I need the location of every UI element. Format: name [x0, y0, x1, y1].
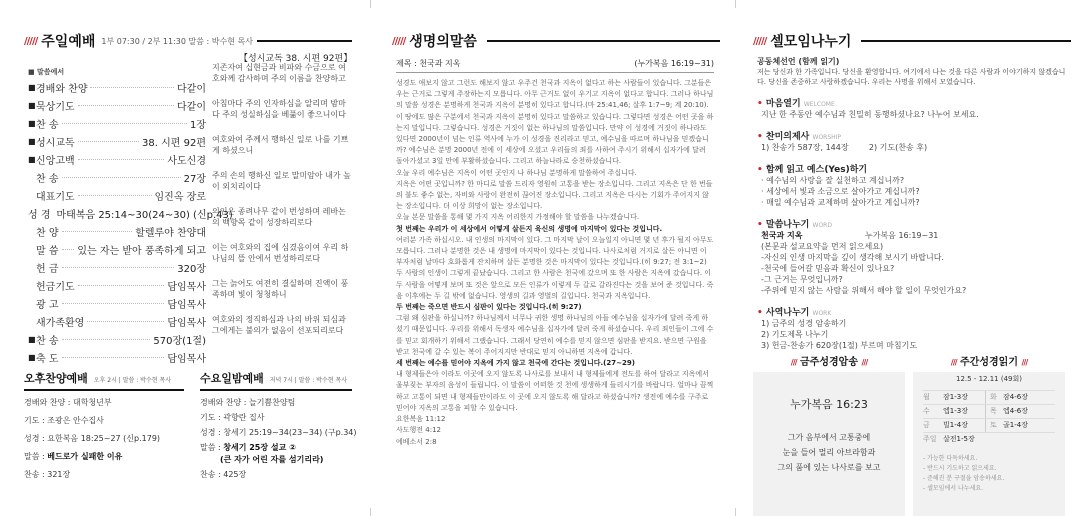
- word-line: -그 근거는 무엇입니까?: [761, 275, 843, 284]
- sermon-subject: 제목 : 천국과 지옥: [396, 59, 461, 68]
- order-bullet: ■: [28, 100, 36, 110]
- order-row: [28, 314, 206, 328]
- afternoon-sermon: 베드로가 실패한 이유: [47, 452, 123, 461]
- work-line: 3) 헌금-찬송가 620장(1절) 부르며 마침기도: [761, 341, 918, 350]
- worship-times: 1부 07:30 / 2부 11:30 말씀 : 박수현 목사: [101, 36, 253, 46]
- order-value: 1장: [189, 119, 206, 131]
- wednesday-service: [200, 370, 357, 481]
- reading-verse: 의인은 종려나무 같이 번성하며 레바논의 백향목 같이 성장하리로다: [212, 207, 346, 227]
- order-row: [28, 80, 206, 94]
- sermon-body: [396, 78, 714, 514]
- order-leader: [62, 303, 165, 304]
- wednesday-sub: 저녁 7시 | 말씀 : 박수현 목사: [269, 377, 348, 384]
- order-label: 축 도: [36, 353, 59, 365]
- order-leader: [62, 339, 151, 340]
- yes-line: · 예수님의 사랑을 잘 실천하고 계십니까?: [761, 176, 905, 185]
- afternoon-service: [24, 370, 184, 481]
- reading-day: 화: [985, 391, 1003, 404]
- wednesday-hymn: 찬송 : 425장: [200, 470, 247, 479]
- order-bullet: ■: [28, 352, 36, 362]
- worship-sec-eng: WORSHIP: [812, 134, 842, 141]
- header-rule: [487, 40, 720, 42]
- order-row: [28, 170, 206, 184]
- sermon-paragraph: 그럼 왜 심판을 하실니까? 하나님께서 너무나 귀한 생명 하나님의 아들 예수님을 십자가에 달려 죽게 하셨기 때문입니다. 우리를 위해서 독생자 예수님을 십자가에 달려 죽게 하셨습니다. 우리 죄인들이 그에 수를 믿고 회개하기 위해서 그랬습니다. 그래서 당연히 예수를 믿지 않으면 심판을 받지요. 받으면 구원을 받고 천국에 갈 수 있는 복이 주어지지만 반대로 믿지 아니하면 지옥에 갑니다.: [396, 314, 714, 356]
- reading-verse: 이는 여호와의 집에 심겼음이여 우리 하나님의 뜰 안에서 번성하리로다: [212, 243, 349, 263]
- sermon-point: 세 번째는 예수를 믿어야 지옥에 가지 않고 천국에 간다는 것입니다.(27~29): [396, 359, 635, 368]
- order-row: [28, 206, 233, 221]
- reading-box: [913, 372, 1065, 516]
- wednesday-line: 경배와 찬양 : 늘기쁨찬양팀: [200, 398, 296, 407]
- hymn-box: 【성시교독 38. 시편 92편】: [239, 54, 353, 64]
- order-value: 할렐루야 찬양대: [135, 227, 206, 239]
- work-line: 1) 금주의 성경 암송하기: [761, 319, 847, 328]
- order-bullet: ■: [28, 118, 36, 128]
- order-leader: [78, 141, 139, 142]
- order-leader: [62, 357, 165, 358]
- section-heading: • 찬미의제사 WORSHIP: [757, 132, 842, 142]
- word-line: -자신의 인생 마지막을 깊이 생각해 보시기 바랍니다.: [761, 253, 944, 262]
- reading-passage: 빌1-4장: [943, 421, 968, 429]
- sermon-paragraph: 지옥은 어떤 곳입니까? 한 마디로 말씀 드리자 영원히 고통을 받는 장소입니다. 그리고 지옥은 단 한 번들의 불도 좋수 없는, 자비와 사랑이 완전히 끊어진 장소입니다. 그리고 지옥은 다시는 기회가 주어지지 않는 장소입니다. 더 이상 희망이 없는 장소입니다.: [396, 179, 713, 211]
- afternoon-sub: 오후 2시 | 말씀 : 박수현 목사: [93, 377, 172, 384]
- word-line: -천국에 들어갈 믿음과 확신이 있나요?: [761, 264, 895, 273]
- order-leader: [62, 123, 187, 124]
- reading-row: [923, 404, 1055, 418]
- order-label: 찬 송: [36, 335, 59, 347]
- reading-passage: 잠4-6장: [1003, 393, 1028, 401]
- word-line: (본문과 설교요약을 먼저 읽으세요): [761, 242, 884, 251]
- sermon-paragraph: 성경도 애보지 않고 그런도 해보지 않고 우주건 천국과 지옥이 없다고 하는 사람들이 있습니다. 그분들은 우는 근거로 그렇게 주장하는지 모릅니다. 아무 근거도 없이 우기고 지옥이 없다고 합니다. 그러나 하나님의 말씀 성경은 분명하게 천국과 지옥이 분명히 있다고 합니다.(마 25:41,46; 살후 1:7~9; 계 20:10). 이 땅에도 많은 구분에서 천국과 지옥이 분명히 있다고 말씀하고 있습니다. 그렇다면 성경은 어떤 곳을 하는지 말입니다. 그렇습니다. 성경은 거짓이 없는 하나님의 말씀입니다. 만약 이 성경에 거짓이 하나라도 있다면 2000년이 넘는 인류 역사에 누가 이 성경을 진리라고 믿고, 예수님을 따르며 하나님을 믿겠습니까? 예수님은 분명 2000년 전에 이 세상에 오셨고 우리들의 죄를 사하여 주시기 위해서 십자가에 달려 돌아가셨고 3일 만에 부활하셨습니다. 그리고 하늘나라로 승천하셨습니다.: [396, 79, 714, 166]
- sermon-ref-line: 사도행전 4:12: [396, 426, 441, 435]
- order-label: 대표기도: [36, 191, 75, 203]
- order-row: [28, 188, 206, 202]
- sermon-ref-line: 에베소서 2:8: [396, 437, 437, 446]
- reading-passage: 엡1-3장: [943, 407, 968, 415]
- sermon-point: 두 번째는 죽으면 반드시 심판이 있다는 것입니다.(히 9:27): [396, 303, 582, 312]
- afternoon-line: 경배와 찬양 : 대학청년부: [24, 398, 112, 407]
- reading-day: 토: [985, 419, 1003, 432]
- reading-row: [923, 432, 1055, 446]
- header-stripes-icon: /////: [753, 35, 767, 47]
- order-row: [28, 278, 206, 292]
- order-bullet: ■: [28, 334, 36, 344]
- worship-sec-line: 1) 찬송가 587장, 144장 2) 기도(찬송 후): [761, 143, 928, 152]
- cell-header: [753, 32, 1071, 50]
- order-row: [28, 224, 206, 238]
- reading-row: [923, 390, 1055, 404]
- welcome-title: 마음열기: [765, 99, 801, 109]
- memory-title: 금주성경암송: [800, 357, 858, 368]
- worship-panel: [24, 0, 357, 516]
- order-row: [28, 116, 206, 130]
- reading-heading: /// 주간성경읽기 ///: [950, 357, 1028, 368]
- order-label: 새가족환영: [36, 317, 85, 329]
- order-label: 신앙고백: [36, 155, 75, 167]
- order-row: [28, 332, 206, 346]
- memory-verse: [753, 353, 905, 516]
- order-value: 있는 자는 받아 풍족하게 되고: [77, 245, 206, 257]
- memory-line: 그의 품에 있는 나사로를 보고: [777, 463, 881, 472]
- order-leader: [62, 267, 175, 268]
- reading-note: - 준해진 분 구절을 암송하세요.: [923, 475, 1005, 482]
- order-value: 570장(1절): [153, 335, 206, 347]
- reading-verse: 그는 늙어도 여전히 결실하며 진액이 풍족하며 빛이 청청하니: [212, 279, 349, 299]
- wednesday-title: 수요일밤예배: [200, 372, 264, 385]
- sermon-title: 생명의말씀: [409, 34, 477, 50]
- header-stripes-icon: /////: [24, 35, 38, 47]
- subject-rule: [396, 72, 714, 73]
- work-eng: WORK: [812, 310, 832, 317]
- wednesday-rule: [200, 389, 352, 391]
- wednesday-sermon-label: 말씀 :: [200, 443, 224, 452]
- reading-day: 월: [923, 393, 930, 401]
- afternoon-sermon-label: 말씀 :: [24, 452, 48, 461]
- cell-guide: [757, 56, 1069, 351]
- yes-title: 함께 읽고 예스(Yes)하기: [765, 165, 868, 175]
- word-head-row: [757, 230, 1069, 241]
- header-rule: [257, 40, 352, 42]
- reading-verse: 아침마다 주의 인자하심을 알리며 밤마다 주의 성실하심을 베풂이 좋으니이다: [212, 99, 346, 119]
- opening-label: ■ 말씀에서: [28, 68, 65, 76]
- order-leader: [87, 321, 164, 322]
- memory-heading: /// 금주성경암송 ///: [790, 357, 868, 368]
- reading-note: - 셀모임에서 나누세요.: [923, 485, 984, 492]
- order-value: 담임목사: [167, 317, 206, 329]
- order-row: [28, 296, 206, 310]
- wednesday-sermon-sub: (큰 자가 어린 자를 섬기리라): [220, 455, 324, 464]
- reading-verse: 여호와의 정직하심과 나의 바위 되심과 그에게는 불의가 없음이 선포되리로다: [212, 315, 346, 335]
- afternoon-line: 성경 : 요한복음 18:25~27 (신p.179): [24, 434, 161, 443]
- order-value: 27장: [183, 173, 206, 185]
- declaration-text: 저는 당신과 한 가족입니다. 당신을 환영합니다. 여기에서 나는 것을 다른 사람과 이야기하지 않겠습니다. 당신을 존중하고 사랑하겠습니다. 우리는 사명을 위해서 모였습니다.: [757, 68, 1066, 86]
- welcome-eng: WELCOME: [803, 101, 835, 108]
- reading-passage: 살전1-5장: [943, 435, 975, 443]
- reading-title: 주간성경읽기: [960, 357, 1018, 368]
- worship-title: 주일예배: [41, 34, 96, 50]
- order-bullet: ■: [28, 154, 36, 164]
- declaration-head: 공동체선언 (함께 읽기): [757, 57, 840, 66]
- sermon-panel: [392, 0, 720, 516]
- sermon-header: [392, 32, 720, 50]
- section-heading: • 마음열기 WELCOME: [757, 99, 835, 109]
- sermon-point: 첫 번째는 우리가 이 세상에서 어떻게 살든지 육신의 생명에 마지막이 있다는 것입니다.: [396, 224, 663, 233]
- section-heading: • 말씀나누기 WORD: [757, 220, 832, 230]
- order-label: 광 고: [36, 299, 59, 311]
- order-bullet: ■: [28, 136, 36, 146]
- work-title: 사역나누기: [765, 308, 810, 318]
- order-leader: [62, 177, 181, 178]
- order-label: 성 경: [28, 209, 51, 221]
- order-label: 헌금기도: [36, 281, 75, 293]
- order-value: 임진옥 장로: [154, 191, 206, 203]
- order-label: 경배와 찬양: [36, 83, 88, 95]
- worship-header: [24, 32, 352, 50]
- order-value: 마태복음 25:14~30(24~30) (신p.43): [56, 209, 233, 221]
- memory-box: [753, 372, 905, 516]
- order-leader: [90, 87, 174, 88]
- order-label: 찬 송: [36, 119, 59, 131]
- reading-passage: 잠1-3장: [943, 393, 968, 401]
- word-line: -주위에 믿지 않는 사람을 위해서 해야 할 일이 무엇인가요?: [761, 286, 967, 295]
- yes-line: · 세상에서 빛과 소금으로 살아가고 계십니까?: [761, 187, 920, 196]
- order-row: [28, 260, 206, 274]
- word-title: 말씀나누기: [765, 220, 810, 230]
- order-row: [28, 152, 206, 166]
- order-leader: [78, 195, 152, 196]
- reading-day: 수: [923, 407, 930, 415]
- order-leader: [78, 105, 174, 106]
- order-leader: [78, 159, 165, 160]
- section-heading: • 사역나누기 WORK: [757, 308, 832, 318]
- welcome-line: 지난 한 주동안 예수님과 친밀히 동행하셨나요? 나누어 보세요.: [761, 110, 979, 119]
- reading-note: - 가능한 다독하세요.: [923, 455, 978, 462]
- memory-verse-ref: 누가복음 16:23: [790, 398, 868, 411]
- order-value: 320장: [177, 263, 206, 275]
- sermon-paragraph: 오늘 우리 예수님은 지옥이 어떤 곳인지 나 하나님 분명하게 말씀하여 주십니다.: [396, 168, 637, 177]
- order-label: 말 씀: [36, 245, 59, 257]
- order-row: [28, 134, 206, 148]
- worship-sec-title: 찬미의제사: [765, 132, 810, 142]
- reading-day: 주일: [923, 435, 937, 443]
- order-leader: [78, 285, 165, 286]
- order-value: 담임목사: [167, 281, 206, 293]
- memory-line: 눈을 들어 멀리 아브라함과: [782, 448, 876, 457]
- weekly-reading: [913, 353, 1065, 516]
- order-row: [28, 98, 206, 112]
- reading-passage: 골1-4장: [1003, 421, 1028, 429]
- reading-verse: 주의 손의 행하신 일로 말미암아 내가 높이 외치리이다: [212, 171, 351, 191]
- order-value: 다같이: [177, 83, 206, 95]
- sermon-reference: (누가복음 16:19~31): [634, 59, 714, 68]
- reading-date: 12.5 - 12.11 (49회): [956, 375, 1022, 383]
- sermon-paragraph: 오늘 본문 말씀을 통해 몇 가지 지옥 어리한지 가정해야 할 말씀을 나누겠습니다.: [396, 213, 640, 222]
- reading-verse: 여호와여 주께서 행하신 일로 나를 기쁘게 하셨으니: [212, 135, 349, 155]
- wednesday-line: 기도 : 곽향란 집사: [200, 413, 265, 422]
- order-row: [28, 350, 206, 364]
- order-label: 성시교독: [36, 137, 75, 149]
- afternoon-rule: [24, 389, 184, 391]
- order-label: 묵상기도: [36, 101, 75, 113]
- order-leader: [62, 249, 75, 250]
- sermon-ref-line: 요한복음 11:12: [396, 415, 446, 424]
- order-label: 찬 양: [36, 227, 59, 239]
- yes-line: · 매일 예수님과 교제하며 살아가고 계십니까?: [761, 198, 920, 207]
- order-label: 헌 금: [36, 263, 59, 275]
- sermon-subject-row: [396, 58, 714, 69]
- header-rule: [861, 40, 1071, 42]
- order-leader: [62, 231, 133, 232]
- afternoon-hymn: 찬송 : 321장: [24, 470, 71, 479]
- reading-schedule: [923, 390, 1055, 432]
- order-bullet: ■: [28, 82, 36, 92]
- cell-group-panel: [753, 0, 1071, 516]
- reading-passage: 엡4-6장: [1003, 407, 1028, 415]
- order-label: 찬 송: [36, 173, 59, 185]
- wednesday-line: 성경 : 창세기 25:19~34(23~34) (구p.34): [200, 428, 357, 437]
- reading-day: 목: [985, 405, 1003, 418]
- sermon-paragraph: 여러분 가족 하십시오. 내 인생의 마지막이 있다. 그 마지막 날이 오늘일지 아니면 몇 년 후가 될지 아무도 모릅니다. 그러나 분명한 것은 내 생명에 마지막이 있다는 것입니다. 나사로처럼 거지로 살든 아니면 이 부자처럼 날마다 호화롭게 잔치하며 살든 분명한 것은 마지막이 있다는 것입니다.(히 9:27; 전 3:1~2): [396, 235, 714, 267]
- afternoon-line: 기도 : 조광은 안수집사: [24, 416, 104, 425]
- wednesday-sermon: 창세기 25장 설교 ②: [223, 443, 296, 452]
- cell-title: 셀모임나누기: [770, 34, 852, 50]
- reading-day: 금: [923, 421, 930, 429]
- section-heading: • 함께 읽고 예스(Yes)하기: [757, 165, 868, 175]
- order-value: 담임목사: [167, 353, 206, 365]
- order-value: 38. 시편 92편: [142, 137, 206, 149]
- word-head: 천국과 지옥: [761, 231, 803, 240]
- order-value: 다같이: [177, 101, 206, 113]
- reading-note: - 반드시 기도하고 읽으세요.: [923, 465, 997, 472]
- afternoon-title: 오후찬양예배: [24, 372, 88, 385]
- word-eng: WORD: [812, 222, 832, 229]
- work-line: 2) 기도제목 나누기: [761, 330, 829, 339]
- header-stripes-icon: /////: [392, 35, 406, 47]
- reading-row: [923, 418, 1055, 432]
- word-ref: 누가복음 16:19~31: [865, 231, 939, 240]
- sermon-paragraph: 내 형제들은아 이라도 이곳에 오지 않도록 나사로를 보내서 내 형제들에게 전도를 하여 달라고 지옥에서 울부짖는 부자의 음성이 들립니다. 이 말씀이 어떠한 것 천에 생생하게 들리시기를 바랍니다. 얼마나 끔찍하고 고통이 되면 내 형제들만이라도 이 곳에 오지 않도록 해 달라고 하셨습니까? 생전에 예수를 구주로 믿어야 지옥의 고통을 피할 수 있습니다.: [396, 370, 714, 412]
- order-value: 사도신경: [167, 155, 206, 167]
- order-row: [28, 242, 206, 256]
- memory-line: 그가 음부에서 고통중에: [787, 433, 871, 442]
- sermon-paragraph: 두 사람의 인생이 그렇게 끝났습니다. 그리고 한 사람은 천국에 갔으며 또 한 사람은 지옥에 갔습니다. 이 두 사람을 어떻게 보며 또 것은 앞으로 모든 인류가 이렇게 두 갈로 갈라진다는 것을 보여 준 것입니다. 죽음 이후에는 두 길 밖에 없습니다. 영생의 길과 영벌의 길입니다. 천국과 지옥입니다.: [396, 269, 714, 300]
- order-value: 담임목사: [167, 299, 206, 311]
- reading-verse: 지존자여 십현금과 비파와 수금으로 여호와께 감사하며 주의 이름을 찬양하고: [212, 63, 346, 83]
